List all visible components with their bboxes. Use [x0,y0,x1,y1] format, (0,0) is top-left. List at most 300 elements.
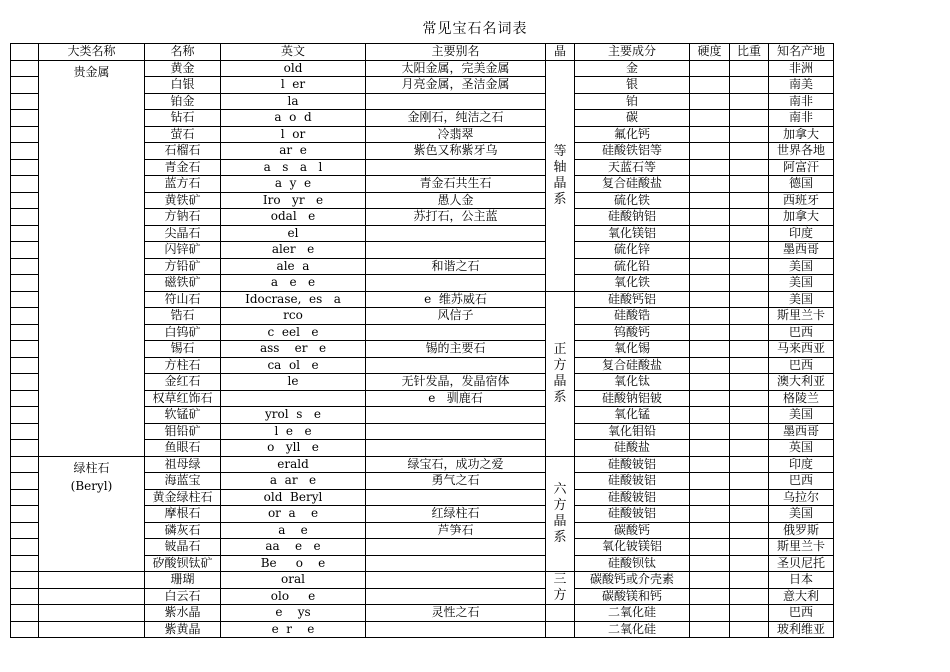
gem-name: 铍晶石 [145,539,221,556]
category-sublabel: (Beryl) [70,478,113,493]
gem-hardness [690,275,730,292]
gem-name: 黄铁矿 [145,192,221,209]
category-cell [39,588,145,605]
gem-alias: 愚人金 [366,192,546,209]
gem-composition: 氧化铁 [575,275,690,292]
gem-hardness [690,407,730,424]
gem-english: el [221,225,366,242]
gem-english: a e e [221,275,366,292]
gem-composition: 复合硅酸盐 [575,176,690,193]
gem-alias [366,555,546,572]
gem-gravity [730,539,769,556]
gem-composition: 氧化钛 [575,374,690,391]
gem-name: 方钠石 [145,209,221,226]
gem-name: 磁铁矿 [145,275,221,292]
gem-alias: 苏打石，公主蓝 [366,209,546,226]
gem-name: 方铅矿 [145,258,221,275]
gem-composition: 碳酸镁和钙 [575,588,690,605]
gem-gravity [730,407,769,424]
gem-hardness [690,143,730,160]
gem-alias: 芦笋石 [366,522,546,539]
gem-hardness [690,374,730,391]
category-cell [39,456,145,572]
gem-alias: 太阳金属，完美金属 [366,60,546,77]
header-row [11,44,834,61]
gem-gravity [730,588,769,605]
gem-alias: 灵性之石 [366,605,546,622]
gem-composition: 硅酸盐 [575,440,690,457]
gem-alias [366,357,546,374]
blank-cell [11,407,39,424]
gem-alias: 绿宝石，成功之爱 [366,456,546,473]
gem-english: l e e [221,423,366,440]
gem-origin: 巴西 [769,605,834,622]
gem-name: 蓝方石 [145,176,221,193]
gem-composition: 硅酸锆 [575,308,690,325]
gem-name: 珊瑚 [145,572,221,589]
gem-gravity [730,242,769,259]
gem-name: 软锰矿 [145,407,221,424]
gem-origin: 南美 [769,77,834,94]
gem-alias [366,324,546,341]
gem-composition: 金 [575,60,690,77]
gem-composition: 钨酸钙 [575,324,690,341]
gem-english: a y e [221,176,366,193]
gem-name: 钼铅矿 [145,423,221,440]
gem-hardness [690,506,730,523]
gem-name: 祖母绿 [145,456,221,473]
blank-cell [11,258,39,275]
gem-origin: 加拿大 [769,126,834,143]
gem-gravity [730,159,769,176]
blank-cell [11,456,39,473]
gem-gravity [730,143,769,160]
gem-gravity [730,209,769,226]
gem-origin: 墨西哥 [769,242,834,259]
gem-alias: 冷翡翠 [366,126,546,143]
blank-cell [11,440,39,457]
gem-composition: 二氧化硅 [575,621,690,638]
crystal-system-char: 系 [553,529,567,545]
gem-origin: 圣贝尼托 [769,555,834,572]
gem-english: olo e [221,588,366,605]
gem-name: 锡石 [145,341,221,358]
gem-composition: 硅酸钠铝铍 [575,390,690,407]
gem-hardness [690,258,730,275]
blank-cell [11,93,39,110]
gem-gravity [730,456,769,473]
gem-hardness [690,308,730,325]
blank-cell [11,209,39,226]
gem-hardness [690,440,730,457]
gem-origin: 斯里兰卡 [769,308,834,325]
gem-hardness [690,621,730,638]
gem-hardness [690,176,730,193]
gem-hardness [690,291,730,308]
category-label: 绿柱石 [73,460,110,475]
blank-cell [11,143,39,160]
gem-gravity [730,423,769,440]
gem-origin: 印度 [769,225,834,242]
crystal-system-char: 三 [553,572,567,587]
gem-composition: 氧化钼铅 [575,423,690,440]
blank-cell [11,390,39,407]
gem-composition: 铂 [575,93,690,110]
gem-alias: 紫色又称紫牙乌 [366,143,546,160]
crystal-system-char: 正 [553,341,567,357]
crystal-system-char: 六 [553,481,567,497]
gem-gravity [730,308,769,325]
crystal-system-char: 晶 [553,513,567,529]
crystal-system-cell [546,621,575,638]
gem-hardness [690,341,730,358]
gem-english: Be o e [221,555,366,572]
gem-composition: 硅酸铍铝 [575,456,690,473]
blank-cell [11,275,39,292]
table-row [11,456,834,473]
gem-alias [366,572,546,589]
blank-cell [11,110,39,127]
crystal-system-cell [546,60,575,291]
gem-origin: 澳大利亚 [769,374,834,391]
gem-name: 黄金 [145,60,221,77]
gem-name: 紫水晶 [145,605,221,622]
gem-origin: 巴西 [769,473,834,490]
gem-english [221,390,366,407]
gem-name: 白钨矿 [145,324,221,341]
table-row [11,588,834,605]
gem-composition: 氟化钙 [575,126,690,143]
gem-alias: 勇气之石 [366,473,546,490]
gem-origin: 南非 [769,93,834,110]
gem-origin: 巴西 [769,324,834,341]
gem-hardness [690,539,730,556]
gem-name: 黄金绿柱石 [145,489,221,506]
gem-name: 海蓝宝 [145,473,221,490]
category-cell [39,605,145,622]
gem-english: a o d [221,110,366,127]
gem-name: 磷灰石 [145,522,221,539]
blank-cell [11,489,39,506]
gem-english: ass er e [221,341,366,358]
gem-composition: 硅酸铁铝等 [575,143,690,160]
gem-name: 尖晶石 [145,225,221,242]
gem-alias [366,275,546,292]
gem-english: yrol s e [221,407,366,424]
gem-hardness [690,324,730,341]
gem-gravity [730,621,769,638]
gem-hardness [690,60,730,77]
gem-name: 锆石 [145,308,221,325]
gem-name: 白银 [145,77,221,94]
blank-cell [11,60,39,77]
gem-origin: 加拿大 [769,209,834,226]
gem-origin: 意大利 [769,588,834,605]
crystal-system-char: 系 [553,389,567,405]
gem-hardness [690,489,730,506]
crystal-system-char: 晶 [553,175,567,191]
table-row [11,605,834,622]
header-english: 英文 [221,44,366,61]
gem-composition: 硫化铅 [575,258,690,275]
gem-hardness [690,242,730,259]
gem-hardness [690,357,730,374]
table-row [11,621,834,638]
blank-cell [11,341,39,358]
gem-english: ca ol e [221,357,366,374]
gem-name: 方柱石 [145,357,221,374]
gem-english: l er [221,77,366,94]
blank-cell [11,77,39,94]
gem-alias: e 维苏威石 [366,291,546,308]
gem-alias [366,93,546,110]
gem-english: aler e [221,242,366,259]
blank-cell [11,192,39,209]
crystal-system-char: 等 [553,143,567,159]
gem-gravity [730,506,769,523]
gem-alias [366,440,546,457]
gem-hardness [690,225,730,242]
gem-english: la [221,93,366,110]
gem-name: 白云石 [145,588,221,605]
gem-gravity [730,572,769,589]
gem-hardness [690,473,730,490]
header-hardness: 硬度 [690,44,730,61]
gem-composition: 硫化铁 [575,192,690,209]
gem-english: oral [221,572,366,589]
gem-gravity [730,176,769,193]
gem-composition: 硅酸铍铝 [575,489,690,506]
gem-hardness [690,192,730,209]
gem-name: 摩根石 [145,506,221,523]
gem-name: 青金石 [145,159,221,176]
gem-composition: 硅酸钡钛 [575,555,690,572]
blank-cell [11,473,39,490]
blank-cell [11,176,39,193]
header-alias: 主要别名 [366,44,546,61]
gem-origin: 俄罗斯 [769,522,834,539]
gem-name: 闪锌矿 [145,242,221,259]
category-cell [39,572,145,589]
gem-gravity [730,324,769,341]
gem-name: 铂金 [145,93,221,110]
gem-gravity [730,60,769,77]
blank-cell [11,324,39,341]
gem-gravity [730,93,769,110]
header-gravity: 比重 [730,44,769,61]
gem-origin: 美国 [769,275,834,292]
blank-cell [11,242,39,259]
gem-origin: 墨西哥 [769,423,834,440]
header-crystal: 晶 [546,44,575,61]
header-composition: 主要成分 [575,44,690,61]
gem-composition: 氧化锰 [575,407,690,424]
crystal-system-cell [546,456,575,572]
header-origin: 知名产地 [769,44,834,61]
gem-hardness [690,572,730,589]
category-cell [39,60,145,456]
gem-gravity [730,225,769,242]
gem-alias: e 驯鹿石 [366,390,546,407]
blank-cell [11,308,39,325]
gem-alias: 红绿柱石 [366,506,546,523]
gem-composition: 天蓝石等 [575,159,690,176]
blank-cell [11,225,39,242]
gem-gravity [730,605,769,622]
gem-origin: 阿富汗 [769,159,834,176]
gem-gravity [730,192,769,209]
blank-cell [11,357,39,374]
gem-name: 萤石 [145,126,221,143]
gem-composition: 碳酸钙或介壳素 [575,572,690,589]
gem-origin: 日本 [769,572,834,589]
gem-hardness [690,126,730,143]
crystal-system-cell [546,291,575,456]
gem-name: 紫黄晶 [145,621,221,638]
gem-english: c eel e [221,324,366,341]
gem-composition: 硅酸钙铝 [575,291,690,308]
crystal-system-char: 方 [553,357,567,373]
blank-cell [11,588,39,605]
gem-hardness [690,390,730,407]
gem-hardness [690,456,730,473]
gem-name: 钻石 [145,110,221,127]
gem-english: odal e [221,209,366,226]
gem-composition: 硫化锌 [575,242,690,259]
gem-hardness [690,110,730,127]
gem-english: or a e [221,506,366,523]
gem-gravity [730,357,769,374]
crystal-system-char: 方 [553,497,567,513]
gem-origin: 斯里兰卡 [769,539,834,556]
header-category: 大类名称 [39,44,145,61]
gem-origin: 格陵兰 [769,390,834,407]
header-blank [11,44,39,61]
gem-name: 权草红饰石 [145,390,221,407]
gem-hardness [690,588,730,605]
gem-english: le [221,374,366,391]
gem-name: 金红石 [145,374,221,391]
blank-cell [11,621,39,638]
gem-alias [366,242,546,259]
gem-hardness [690,555,730,572]
gem-alias [366,407,546,424]
blank-cell [11,555,39,572]
gem-hardness [690,423,730,440]
blank-cell [11,572,39,589]
gem-alias [366,423,546,440]
gem-gravity [730,77,769,94]
gem-origin: 美国 [769,407,834,424]
table-row [11,60,834,77]
gem-composition: 碳 [575,110,690,127]
gem-origin: 美国 [769,258,834,275]
gem-gravity [730,258,769,275]
blank-cell [11,126,39,143]
gem-english: Idocrase, es a [221,291,366,308]
gem-gravity [730,440,769,457]
gem-gravity [730,126,769,143]
blank-cell [11,291,39,308]
gem-composition: 硅酸铍铝 [575,473,690,490]
gem-origin: 非洲 [769,60,834,77]
gem-origin: 世界各地 [769,143,834,160]
gem-composition: 硅酸铍铝 [575,506,690,523]
gem-origin: 德国 [769,176,834,193]
gem-english: Iro yr e [221,192,366,209]
gem-alias [366,539,546,556]
gem-origin: 乌拉尔 [769,489,834,506]
gem-gravity [730,374,769,391]
gem-composition: 氧化锡 [575,341,690,358]
gem-english: l or [221,126,366,143]
gem-english: e r e [221,621,366,638]
gem-composition: 复合硅酸盐 [575,357,690,374]
category-cell [39,621,145,638]
blank-cell [11,374,39,391]
gem-composition: 氧化镁铝 [575,225,690,242]
category-label: 贵金属 [73,64,110,79]
gem-name: 矽酸钡钛矿 [145,555,221,572]
gem-origin: 玻利维亚 [769,621,834,638]
gem-alias [366,621,546,638]
table-row [11,572,834,589]
gem-gravity [730,489,769,506]
gem-composition: 碳酸钙 [575,522,690,539]
gem-gravity [730,390,769,407]
crystal-system-char: 轴 [553,159,567,175]
gem-origin: 美国 [769,506,834,523]
blank-cell [11,506,39,523]
gem-english: old [221,60,366,77]
gem-origin: 巴西 [769,357,834,374]
gem-gravity [730,555,769,572]
gem-alias [366,489,546,506]
gem-hardness [690,77,730,94]
blank-cell [11,539,39,556]
gem-origin: 马来西亚 [769,341,834,358]
crystal-system-char: 系 [553,191,567,207]
header-name: 名称 [145,44,221,61]
gem-hardness [690,605,730,622]
gem-origin: 西班牙 [769,192,834,209]
gem-english: e ys [221,605,366,622]
gem-english: ale a [221,258,366,275]
gem-name: 鱼眼石 [145,440,221,457]
gem-gravity [730,291,769,308]
gem-english: old Beryl [221,489,366,506]
crystal-system-char: 晶 [553,373,567,389]
gem-alias: 锡的主要石 [366,341,546,358]
gem-gravity [730,275,769,292]
blank-cell [11,522,39,539]
page-title: 常见宝石名词表 [422,21,528,37]
gem-hardness [690,522,730,539]
gem-alias: 金刚石，纯洁之石 [366,110,546,127]
gem-gravity [730,110,769,127]
gem-alias: 无针发晶，发晶宿体 [366,374,546,391]
gem-composition: 硅酸钠铝 [575,209,690,226]
gem-hardness [690,159,730,176]
gem-origin: 印度 [769,456,834,473]
gem-alias [366,588,546,605]
gem-name: 石榴石 [145,143,221,160]
gem-hardness [690,93,730,110]
gem-alias: 风信子 [366,308,546,325]
gem-hardness [690,209,730,226]
gem-alias: 和谐之石 [366,258,546,275]
crystal-system-cell [546,572,575,605]
